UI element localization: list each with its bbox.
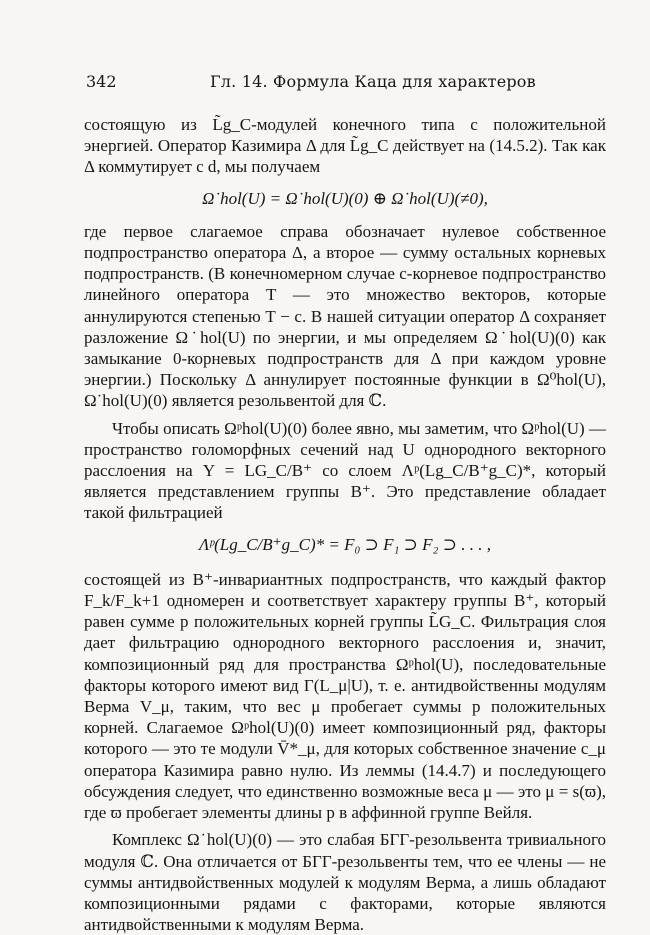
paragraph-2: где первое слагаемое справа обозначает нулевое собственное подпространство оператора Δ, а второе — сумму остальных корневых подпространств. (В конечномерном случае c-корневое подпространство линейного оператора T — это множество векторов, которые аннулируются степенью T − c. В нашей ситуации оператор Δ сохраняет разложение Ω˙hol(U) по энергии, и мы определяем Ω˙hol(U)(0) как замыкание 0-корневых подпространств для Δ при каждом уровне энергии.) Поскольку Δ аннулирует постоянные функции в Ω⁰hol(U), Ω˙hol(U)(0) является резольвентой для ℂ. (84, 221, 606, 411)
paragraph-1: состоящую из L̃g_C-модулей конечного типа с положительной энергией. Оператор Казимира Δ для L̃g_C действует на (14.5.2). Так как Δ коммутирует с d, мы получаем (84, 115, 606, 177)
paragraph-3: Чтобы описать Ωᵖhol(U)(0) более явно, мы заметим, что Ωᵖhol(U) — пространство голоморфных сечений над U однородного векторного расслоения на Y = LG_C/B⁺ со слоем Λᵖ(Lg_C/B⁺g_C)*, который является представлением группы B⁺. Это представление обладает такой фильтрацией (84, 418, 606, 523)
paragraph-5: Комплекс Ω˙hol(U)(0) — это слабая БГГ-резольвента тривиального модуля ℂ. Она отличается от БГГ-резольвенты тем, что ее члены — не суммы антидвойственных модулей к модулям Верма, а лишь обладают композиционными рядами с факторами, которые являются антидвойственными к модулям Верма. (84, 830, 606, 935)
formula-1: Ω˙hol(U) = Ω˙hol(U)(0) ⊕ Ω˙hol(U)(≠0), (202, 188, 488, 208)
page-number: 342 (86, 72, 117, 91)
running-title: Гл. 14. Формула Каца для характеров (210, 72, 536, 91)
page-body (84, 114, 606, 935)
formula-2: Λᵖ(Lg_C/B⁺g_C)* = F₀ ⊃ F₁ ⊃ F₂ ⊃ . . . , (199, 534, 491, 554)
page-header (86, 72, 606, 96)
paragraph-4: состоящей из B⁺-инвариантных подпространств, что каждый фактор F_k/F_k+1 одномерен и соответствует характеру группы B⁺, который равен сумме p положительных корней группы L̃G_C. Фильтрация слоя дает фильтрацию однородного векторного расслоения и, значит, композиционный ряд для пространства Ωᵖhol(U), последовательные факторы которого имеют вид Γ(L_μ|U), т. е. антидвойственны модулям Верма V_μ, таким, что вес μ пробегает суммы p положительных корней. Слагаемое Ωᵖhol(U)(0) имеет композиционный ряд, факторы которого — это те модули V̄*_μ, для которых собственное значение c_μ оператора Казимира равно нулю. Из леммы (14.4.7) и последующего обсуждения следует, что единственно возможные веса μ — это μ = s(ϖ), где ϖ пробегает элементы длины p в аффинной группе Вейля. (84, 569, 606, 823)
